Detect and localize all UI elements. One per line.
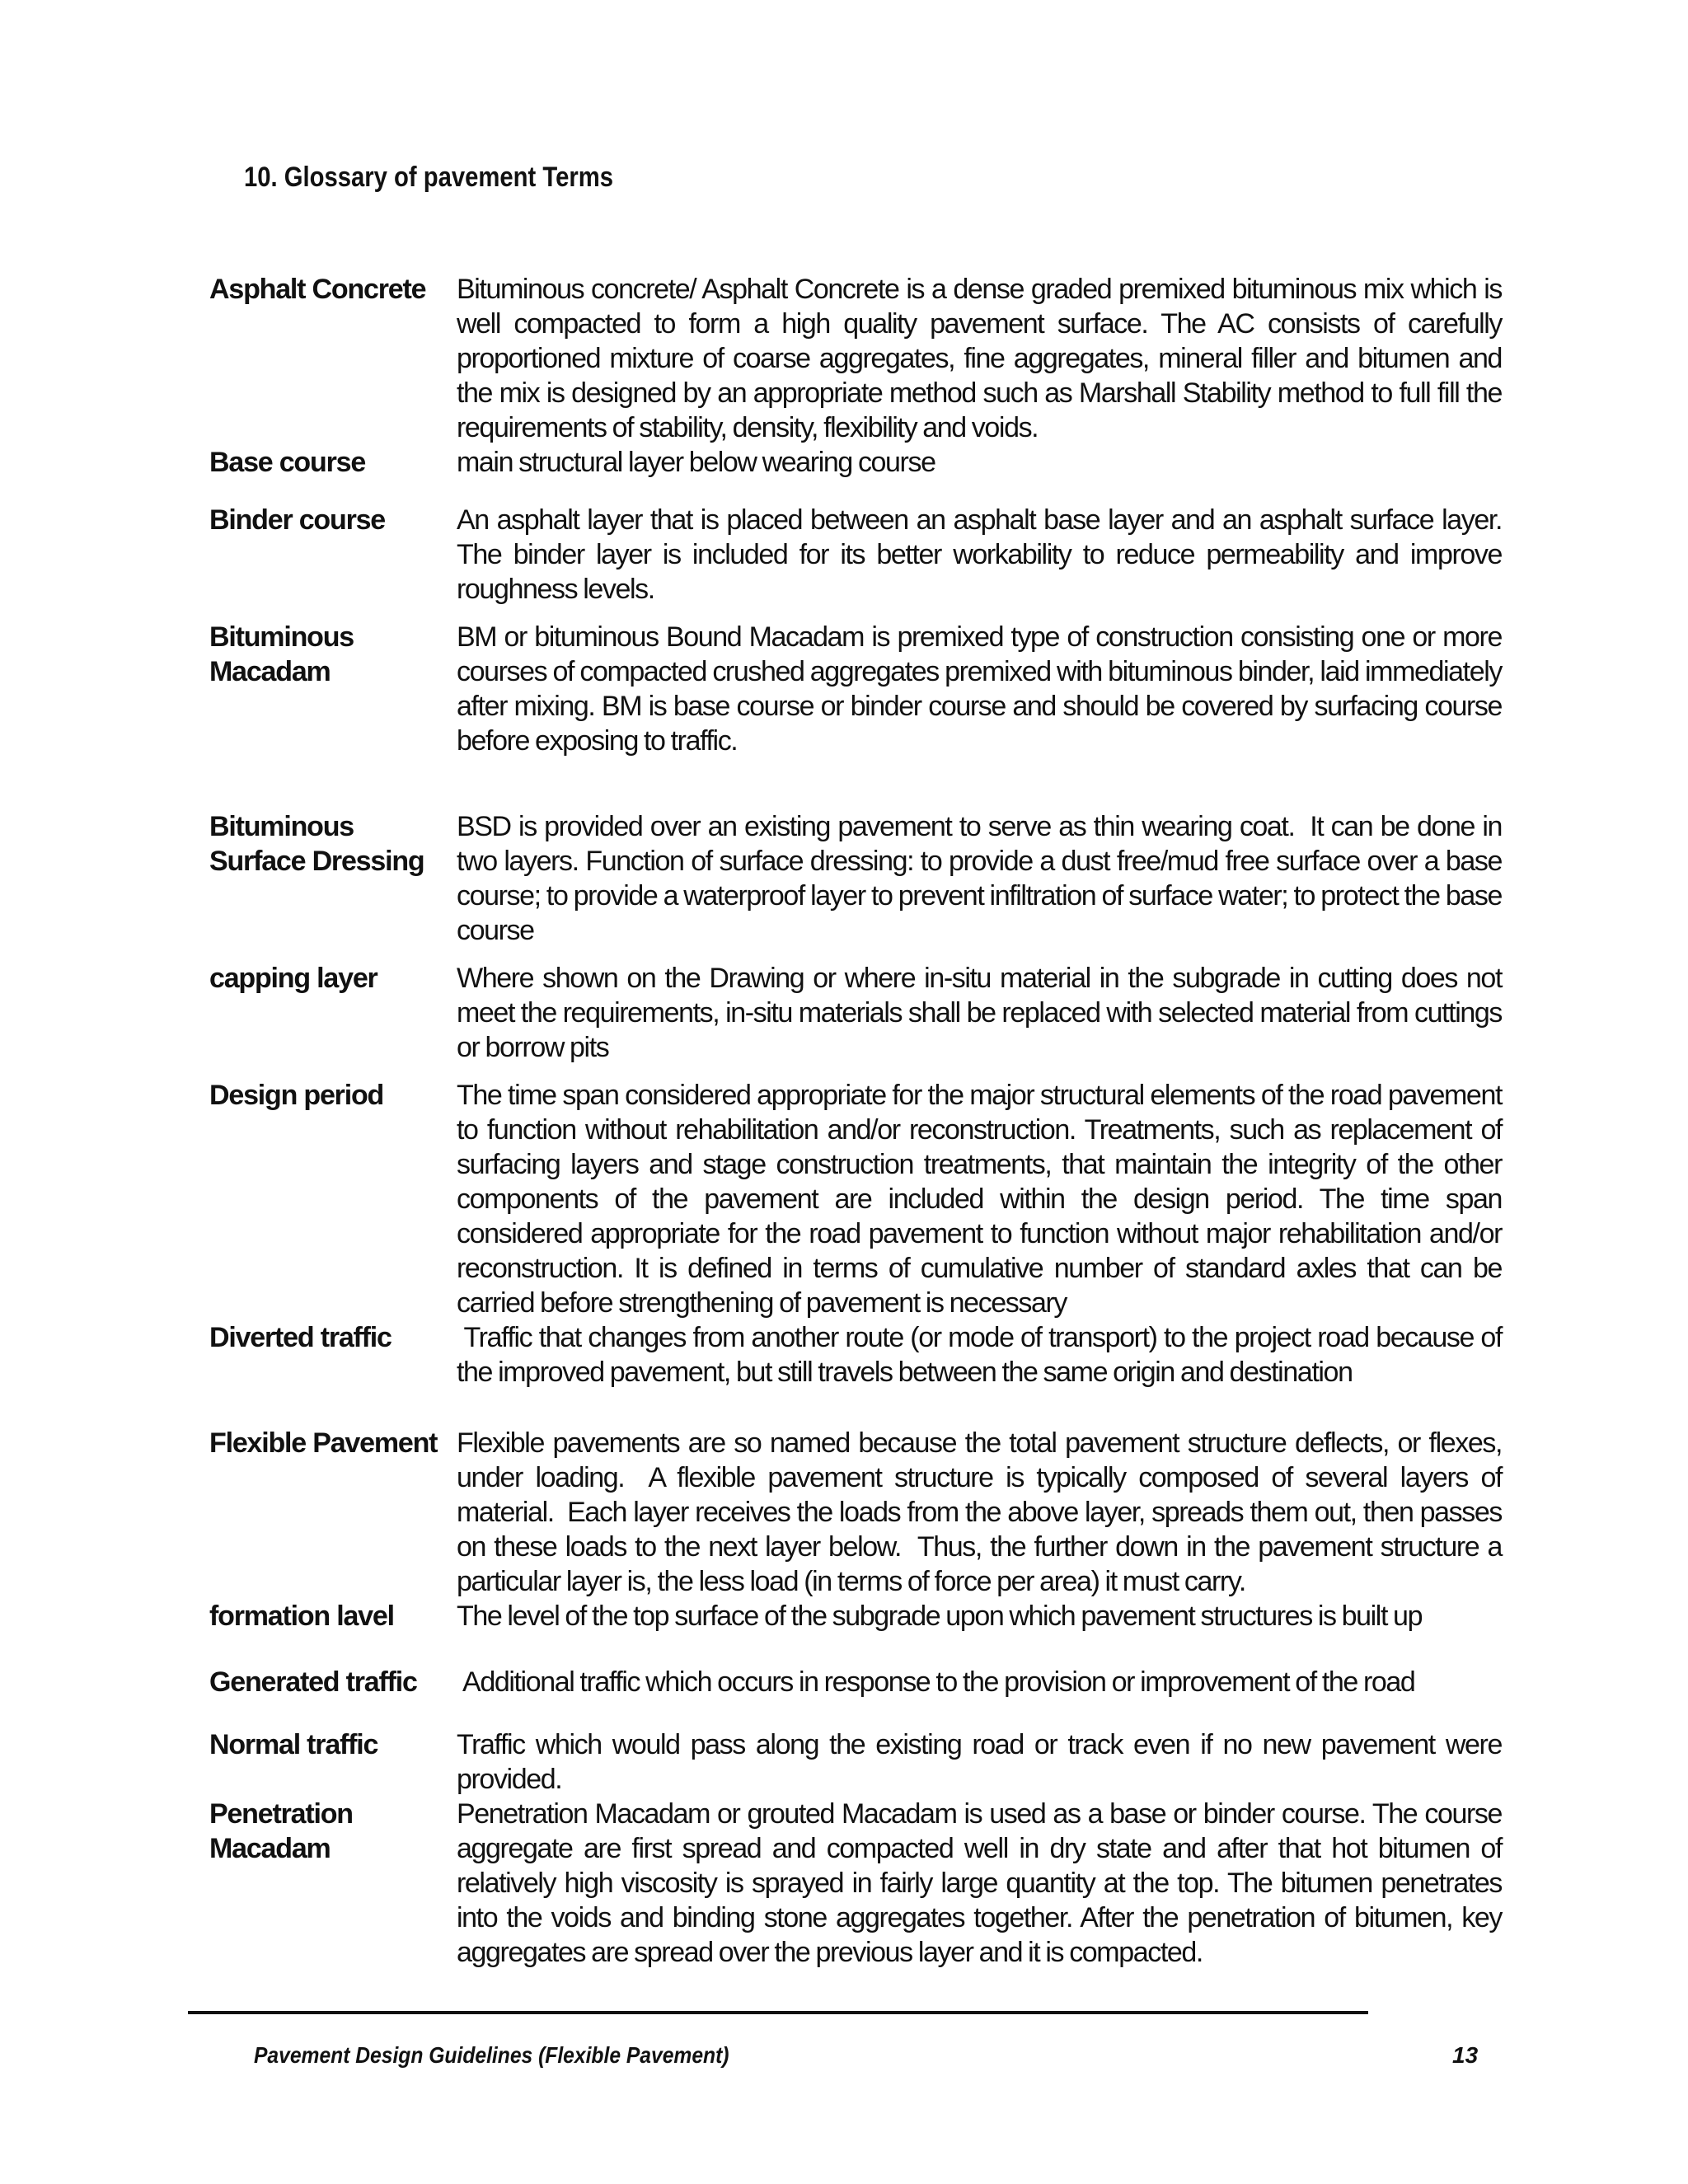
glossary-entry (209, 1599, 1505, 1633)
glossary-term: Flexible Pavement (209, 1427, 438, 1459)
glossary-definition: Where shown on the Drawing or where in-situ material in the subgrade in cutting does not meet the requirements, in-situ materials shall be replaced with selected material from cuttings or borrow pits (457, 963, 1508, 1063)
glossary-definition: main structural layer below wearing course (457, 447, 935, 478)
glossary-definition: Flexible pavements are so named because the total pavement structure deflects, or flexes, under loading. A flexible pavement structure is typically composed of several layers of material. Each layer receives the loads from the above layer, spreads them out, then passes on these loads to the next layer below. Thus, the further down in the pavement structure a particular layer is, the less load (in terms of force per area) it must carry. (457, 1427, 1508, 1597)
glossary-term: Base course (209, 447, 366, 478)
glossary-term: Design period (209, 1080, 384, 1111)
glossary-term: Asphalt Concrete (209, 274, 426, 305)
glossary-definition: BSD is provided over an existing pavement to serve as thin wearing coat. It can be done in two layers. Function of surface dressing: to provide a dust free/mud free surface over a base course; to provide a waterproof layer to prevent infiltration of surface water; to protect the base course (457, 811, 1508, 946)
glossary-term: Bituminous Macadam (209, 621, 354, 687)
page-number: 13 (1452, 2042, 1479, 2068)
glossary-term: Generated traffic (209, 1666, 417, 1698)
glossary-term: Normal traffic (209, 1729, 378, 1760)
glossary-definition: An asphalt layer that is placed between an asphalt base layer and an asphalt surface layer. The binder layer is included for its better workability to reduce permeability and improve roughness levels. (457, 504, 1508, 605)
glossary-entry (209, 1727, 1508, 1797)
glossary-list (209, 272, 1508, 1970)
glossary-definition: Penetration Macadam or grouted Macadam is used as a base or binder course. The course aggregate are first spread and compacted well in dry state and after that hot bitumen of relatively high viscosity is sprayed in fairly large quantity at the top. The bitumen penetrates into the voids and binding stone aggregates together. After the penetration of bitumen, key aggregates are spread over the previous layer and it is compacted. (457, 1798, 1508, 1968)
glossary-term: Diverted traffic (209, 1322, 392, 1353)
footer-divider (188, 2011, 1368, 2014)
glossary-entry (209, 445, 1505, 480)
glossary-term: capping layer (209, 963, 377, 994)
glossary-term: Penetration Macadam (209, 1798, 353, 1864)
glossary-entry (209, 809, 1508, 948)
glossary-term: Bituminous Surface Dressing (209, 811, 424, 877)
glossary-term: Binder course (209, 504, 386, 536)
footer-document-title: Pavement Design Guidelines (Flexible Pavement) (254, 2042, 729, 2068)
glossary-term: formation lavel (209, 1601, 394, 1632)
glossary-definition: BM or bituminous Bound Macadam is premixed type of construction consisting one or more courses of compacted crushed aggregates premixed with bituminous binder, laid immediately after mixing. BM is base course or binder course and should be covered by surfacing course before exposing to traffic. (457, 621, 1508, 757)
glossary-entry (209, 1665, 1505, 1699)
glossary-entry (209, 272, 1508, 445)
glossary-definition: The time span considered appropriate for the major structural elements of the road pavement to function without rehabilitation and/or reconstruction. Treatments, such as replacement of surfacing layers and stage construction treatments, that maintain the integrity of the other components of the pavement are included within the design period. The time span considered appropriate for the road pavement to function without major rehabilitation and/or reconstruction. It is defined in terms of cumulative number of standard axles that can be carried before strengthening of pavement is necessary (457, 1080, 1508, 1319)
glossary-entry (209, 503, 1508, 607)
glossary-entry (209, 620, 1508, 758)
glossary-definition: Traffic which would pass along the existing road or track even if no new pavement were provided. (457, 1729, 1508, 1795)
glossary-definition: Traffic that changes from another route (or mode of transport) to the project road because of the improved pavement, but still travels between the same origin and destination (457, 1322, 1508, 1388)
section-heading: 10. Glossary of pavement Terms (244, 162, 614, 193)
glossary-definition: Additional traffic which occurs in response to the provision or improvement of the road (457, 1666, 1415, 1698)
glossary-definition: The level of the top surface of the subgrade upon which pavement structures is built up (457, 1601, 1423, 1632)
glossary-entry (209, 1797, 1508, 1970)
glossary-entry (209, 1078, 1508, 1320)
glossary-entry (209, 1426, 1508, 1599)
glossary-entry (209, 961, 1508, 1065)
glossary-entry (209, 1320, 1508, 1390)
glossary-definition: Bituminous concrete/ Asphalt Concrete is a dense graded premixed bituminous mix which is well compacted to form a high quality pavement surface. The AC consists of carefully proportioned mixture of coarse aggregates, fine aggregates, mineral filler and bitumen and the mix is designed by an appropriate method such as Marshall Stability method to full fill the requirements of stability, density, flexibility and voids. (457, 274, 1508, 443)
